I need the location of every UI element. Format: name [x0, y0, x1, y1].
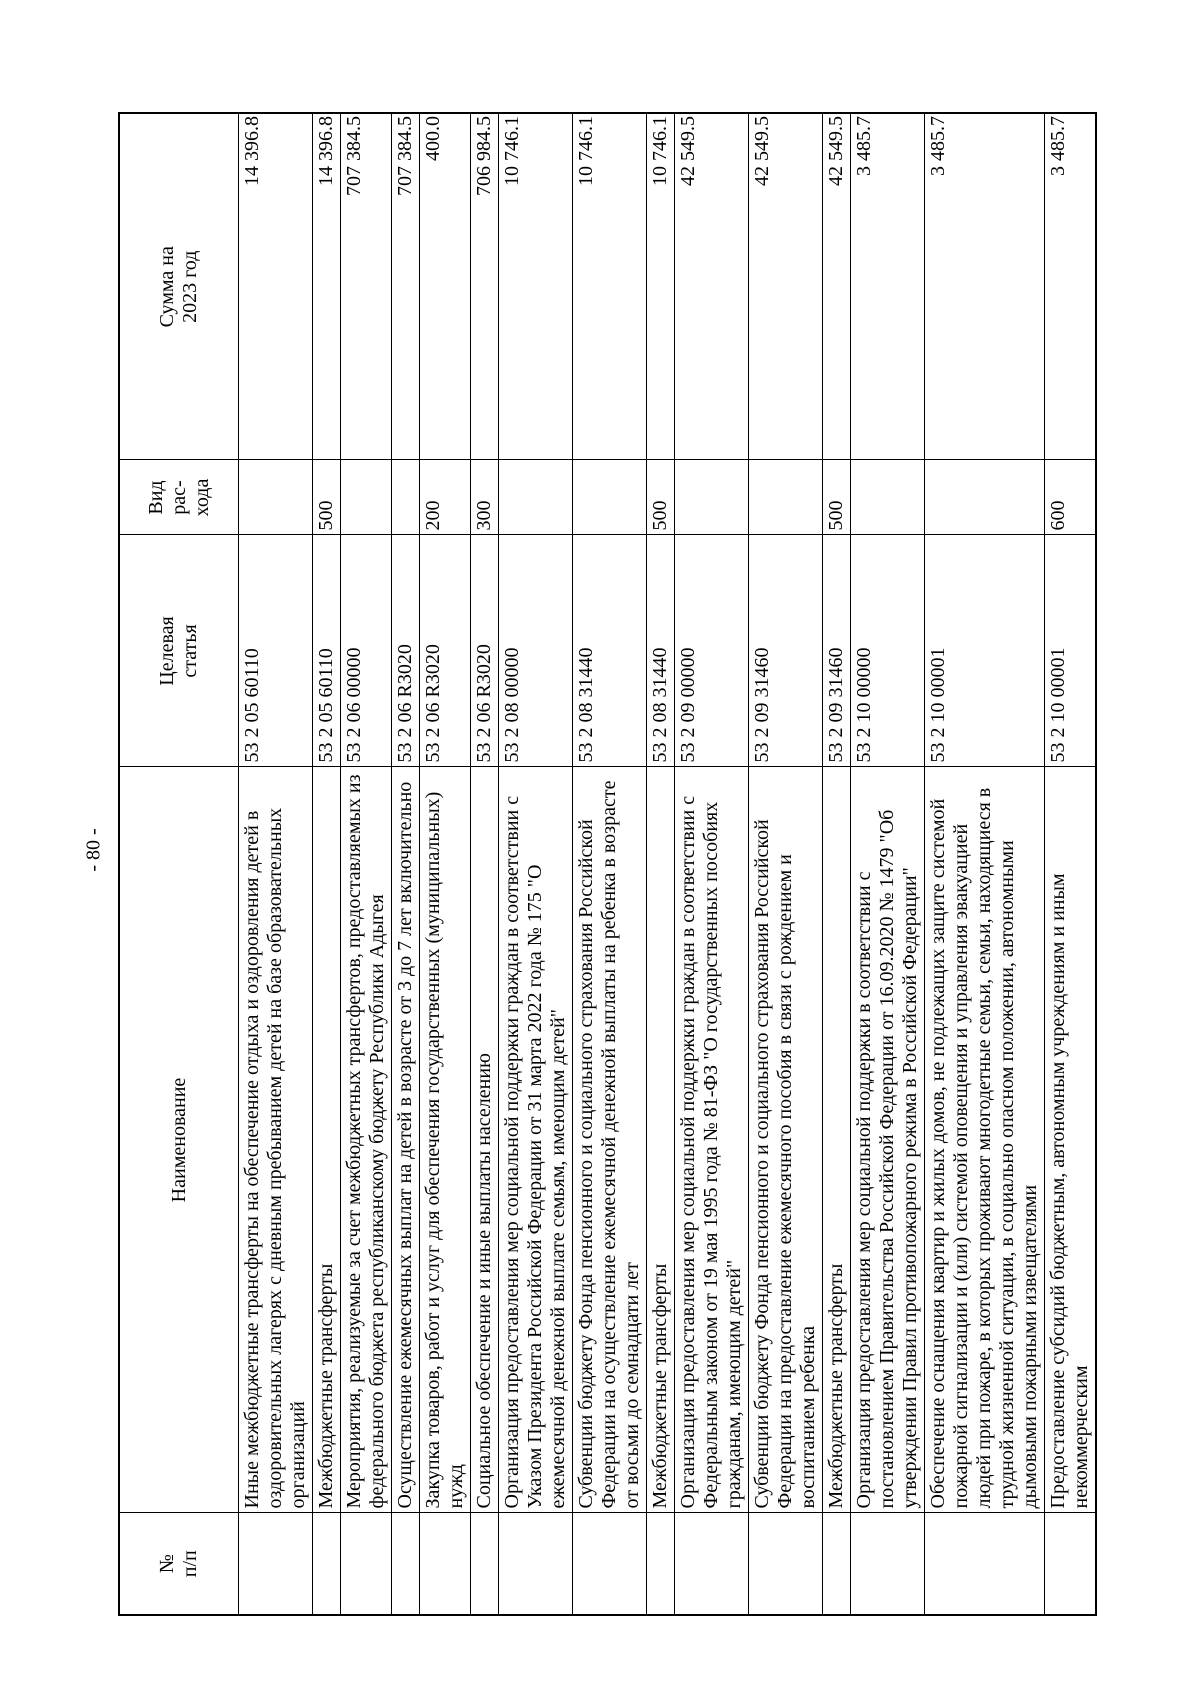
row-vid-cell — [925, 460, 1045, 535]
row-name-cell: Межбюджетные трансферты — [313, 767, 341, 1513]
row-vid-cell — [341, 460, 392, 535]
row-sum-cell: 42 549.5 — [823, 113, 851, 460]
row-sum-cell: 14 396.8 — [239, 113, 313, 460]
row-num-cell — [471, 1513, 499, 1615]
table-row — [1045, 113, 1097, 1615]
table-row — [851, 113, 925, 1615]
row-sum-cell: 42 549.5 — [749, 113, 823, 460]
row-name-cell: Закупка товаров, работ и услуг для обеспечения государственных (муниципальных) нужд — [420, 767, 471, 1513]
row-name-cell: Субвенции бюджету Фонда пенсионного и социального страхования Российской Федерации на предоставление ежемесячного пособия в связи с рождением и воспитанием ребенка — [749, 767, 823, 1513]
row-sum-cell: 42 549.5 — [675, 113, 749, 460]
row-name-cell: Социальное обеспечение и иные выплаты населению — [471, 767, 499, 1513]
row-sum-cell: 707 384.5 — [341, 113, 392, 460]
row-num-cell — [313, 1513, 341, 1615]
row-num-cell — [1045, 1513, 1097, 1615]
table-row — [420, 113, 471, 1615]
header-num: № п/п — [119, 1513, 239, 1615]
table-row — [573, 113, 647, 1615]
page-number — [74, 820, 114, 880]
row-sum-cell: 10 746.1 — [573, 113, 647, 460]
header-vid: Вид рас- хода — [119, 460, 239, 535]
row-name-cell: Организация предоставления мер социальной поддержки в соответствии с постановлением Правительства Российской Федерации от 16.09.2020 № 1479 "Об утверждении Правил противопожарного режима в Российской Федерации" — [851, 767, 925, 1513]
row-name-cell: Межбюджетные трансферты — [647, 767, 675, 1513]
row-code-cell: 53 2 09 31460 — [749, 535, 823, 767]
row-code-cell: 53 2 10 00000 — [851, 535, 925, 767]
table-row — [392, 113, 420, 1615]
row-code-cell: 53 2 06 R3020 — [392, 535, 420, 767]
row-vid-cell: 500 — [823, 460, 851, 535]
table-row — [313, 113, 341, 1615]
row-sum-cell: 10 746.1 — [499, 113, 573, 460]
table-row — [925, 113, 1045, 1615]
row-sum-cell: 14 396.8 — [313, 113, 341, 460]
row-code-cell: 53 2 09 31460 — [823, 535, 851, 767]
table-row — [647, 113, 675, 1615]
header-sum: Сумма на 2023 год — [119, 113, 239, 460]
row-sum-cell: 3 485.7 — [851, 113, 925, 460]
row-code-cell: 53 2 05 60110 — [239, 535, 313, 767]
row-name-cell: Субвенции бюджету Фонда пенсионного и социального страхования Российской Федерации на осуществление ежемесячной денежной выплаты на ребенка в возрасте от восьми до семнадцати лет — [573, 767, 647, 1513]
row-vid-cell — [239, 460, 313, 535]
row-vid-cell — [851, 460, 925, 535]
row-num-cell — [341, 1513, 392, 1615]
row-sum-cell: 706 984.5 — [471, 113, 499, 460]
header-name: Наименование — [119, 767, 239, 1513]
table-row — [471, 113, 499, 1615]
row-num-cell — [420, 1513, 471, 1615]
row-vid-cell: 200 — [420, 460, 471, 535]
row-vid-cell: 500 — [647, 460, 675, 535]
row-num-cell — [647, 1513, 675, 1615]
page-number-text: - 80 - — [82, 828, 105, 872]
table-header-row — [119, 113, 239, 1615]
row-name-cell: Межбюджетные трансферты — [823, 767, 851, 1513]
row-name-cell: Предоставление субсидий бюджетным, автономным учреждениям и иным некоммерческим — [1045, 767, 1097, 1513]
row-code-cell: 53 2 10 00001 — [925, 535, 1045, 767]
row-name-cell: Организация предоставления мер социальной поддержки граждан в соответствии с Федеральным законом от 19 мая 1995 года № 81-ФЗ "О государственных пособиях гражданам, имеющим детей" — [675, 767, 749, 1513]
row-num-cell — [823, 1513, 851, 1615]
row-name-cell: Организация предоставления мер социальной поддержки граждан в соответствии с Указом Президента Российской Федерации от 31 марта 2022 года № 175 "О ежемесячной денежной выплате семьям, имеющим детей" — [499, 767, 573, 1513]
row-name-cell: Осуществление ежемесячных выплат на детей в возрасте от 3 до 7 лет включительно — [392, 767, 420, 1513]
row-name-cell: Обеспечение оснащения квартир и жилых домов, не подлежащих защите системой пожарной сигнализации и (или) системой оповещения и управления эвакуацией людей при пожаре, в которых проживают многодетные семьи, семьи, находящиеся в трудной жизненной ситуации, в социально опасном положении, автономными дымовыми пожарными извещателями — [925, 767, 1045, 1513]
row-code-cell: 53 2 10 00001 — [1045, 535, 1097, 767]
row-num-cell — [925, 1513, 1045, 1615]
row-vid-cell: 300 — [471, 460, 499, 535]
row-num-cell — [573, 1513, 647, 1615]
row-code-cell: 53 2 06 00000 — [341, 535, 392, 767]
budget-table-rotated — [118, 114, 1092, 1616]
row-code-cell: 53 2 08 31440 — [647, 535, 675, 767]
row-code-cell: 53 2 09 00000 — [675, 535, 749, 767]
budget-table — [118, 112, 1097, 1616]
row-num-cell — [499, 1513, 573, 1615]
row-num-cell — [675, 1513, 749, 1615]
row-vid-cell: 500 — [313, 460, 341, 535]
row-code-cell: 53 2 06 R3020 — [471, 535, 499, 767]
row-code-cell: 53 2 08 31440 — [573, 535, 647, 767]
table-row — [749, 113, 823, 1615]
row-num-cell — [239, 1513, 313, 1615]
row-sum-cell: 3 485.7 — [1045, 113, 1097, 460]
table-row — [675, 113, 749, 1615]
row-name-cell: Мероприятия, реализуемые за счет межбюджетных трансфертов, предоставляемых из федерального бюджета республиканскому бюджету Республики Адыгея — [341, 767, 392, 1513]
row-vid-cell — [499, 460, 573, 535]
row-num-cell — [851, 1513, 925, 1615]
header-code: Целевая статья — [119, 535, 239, 767]
row-sum-cell: 400.0 — [420, 113, 471, 460]
row-num-cell — [392, 1513, 420, 1615]
row-sum-cell: 707 384.5 — [392, 113, 420, 460]
row-code-cell: 53 2 06 R3020 — [420, 535, 471, 767]
table-row — [239, 113, 313, 1615]
row-vid-cell: 600 — [1045, 460, 1097, 535]
row-sum-cell: 3 485.7 — [925, 113, 1045, 460]
table-row — [499, 113, 573, 1615]
row-code-cell: 53 2 05 60110 — [313, 535, 341, 767]
row-vid-cell — [573, 460, 647, 535]
table-row — [823, 113, 851, 1615]
row-code-cell: 53 2 08 00000 — [499, 535, 573, 767]
table-row — [341, 113, 392, 1615]
row-name-cell: Иные межбюджетные трансферты на обеспечение отдыха и оздоровления детей в оздоровительных лагерях с дневным пребыванием детей на базе образовательных организаций — [239, 767, 313, 1513]
row-vid-cell — [392, 460, 420, 535]
row-num-cell — [749, 1513, 823, 1615]
row-sum-cell: 10 746.1 — [647, 113, 675, 460]
row-vid-cell — [749, 460, 823, 535]
row-vid-cell — [675, 460, 749, 535]
